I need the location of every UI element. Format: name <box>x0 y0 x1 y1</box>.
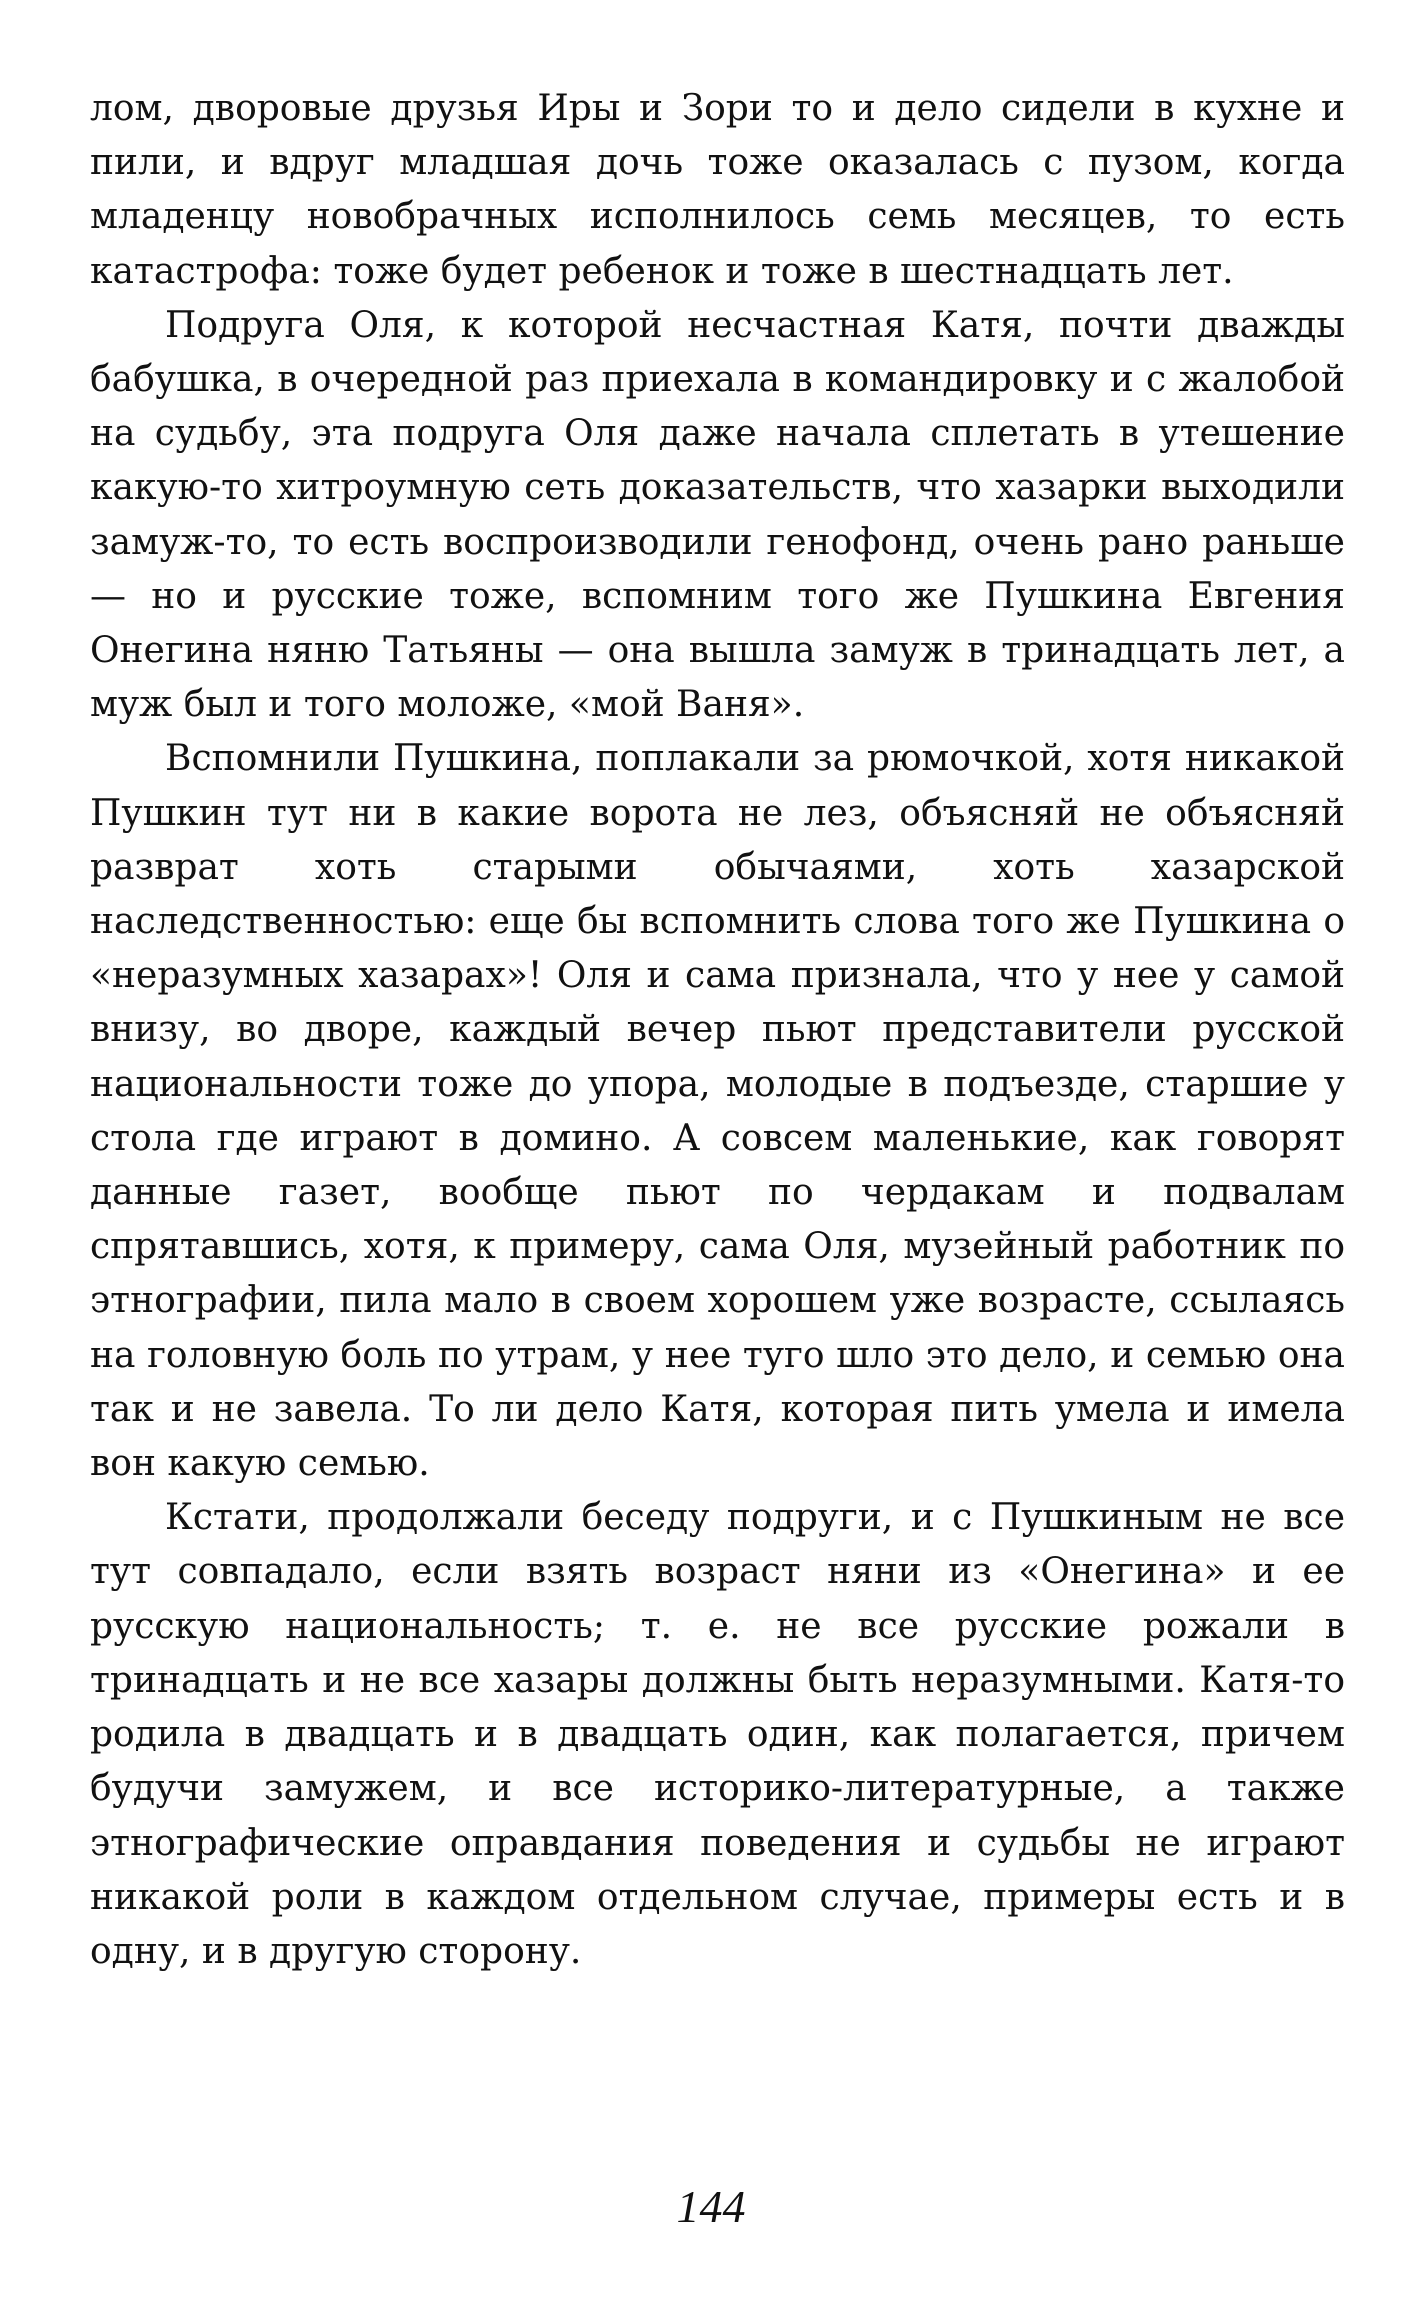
body-text <box>90 82 1345 1979</box>
paragraph-continued: лом, дворовые друзья Иры и Зори то и дело сидели в кухне и пили, и вдруг младшая дочь тоже оказалась с пузом, когда младенцу новобрачных исполнилось семь месяцев, то есть катастрофа: тоже будет ребенок и тоже в шестнадцать лет. <box>90 88 1345 292</box>
paragraph: Подруга Оля, к которой несчастная Катя, почти дважды бабушка, в очередной раз приехала в командировку и с жалобой на судьбу, эта подруга Оля даже начала сплетать в утешение какую-то хитроумную сеть доказательств, что хазарки выходили замуж-то, то есть воспроизводили генофонд, очень рано раньше — но и русские тоже, вспомним того же Пушкина Евгения Онегина няню Татьяны — она вышла замуж в тринадцать лет, а муж был и того моложе, «мой Ваня». <box>90 304 1345 726</box>
paragraph: Кстати, продолжали беседу подруги, и с Пушкиным не все тут совпадало, если взять возраст няни из «Онегина» и ее русскую национальность; т. е. не все русские рожали в тринадцать и не все хазары должны быть неразумными. Катя-то родила в двадцать и в двадцать один, как полагается, причем будучи замужем, и все историко-литературные, а также этнографические оправдания поведения и судьбы не играют никакой роли в каждом отдельном случае, примеры есть и в одну, и в другую сторону. <box>90 1497 1345 1972</box>
paragraph: Вспомнили Пушкина, поплакали за рюмочкой, хотя никакой Пушкин тут ни в какие ворота не лез, объясняй не объясняй разврат хоть старыми обычаями, хоть хазарской наследственностью: еще бы вспомнить слова того же Пушкина о «неразумных хазарах»! Оля и сама признала, что у нее у самой внизу, во дворе, каждый вечер пьют представители русской национальности тоже до упора, молодые в подъезде, старшие у стола где играют в домино. А совсем маленькие, как говорят данные газет, вообще пьют по чердакам и подвалам спрятавшись, хотя, к примеру, сама Оля, музейный работник по этнографии, пила мало в своем хорошем уже возрасте, ссылаясь на головную боль по утрам, у нее туго шло это дело, и семью она так и не завела. То ли дело Катя, которая пить умела и имела вон какую семью. <box>90 738 1345 1485</box>
page-number: 144 <box>676 2181 746 2232</box>
